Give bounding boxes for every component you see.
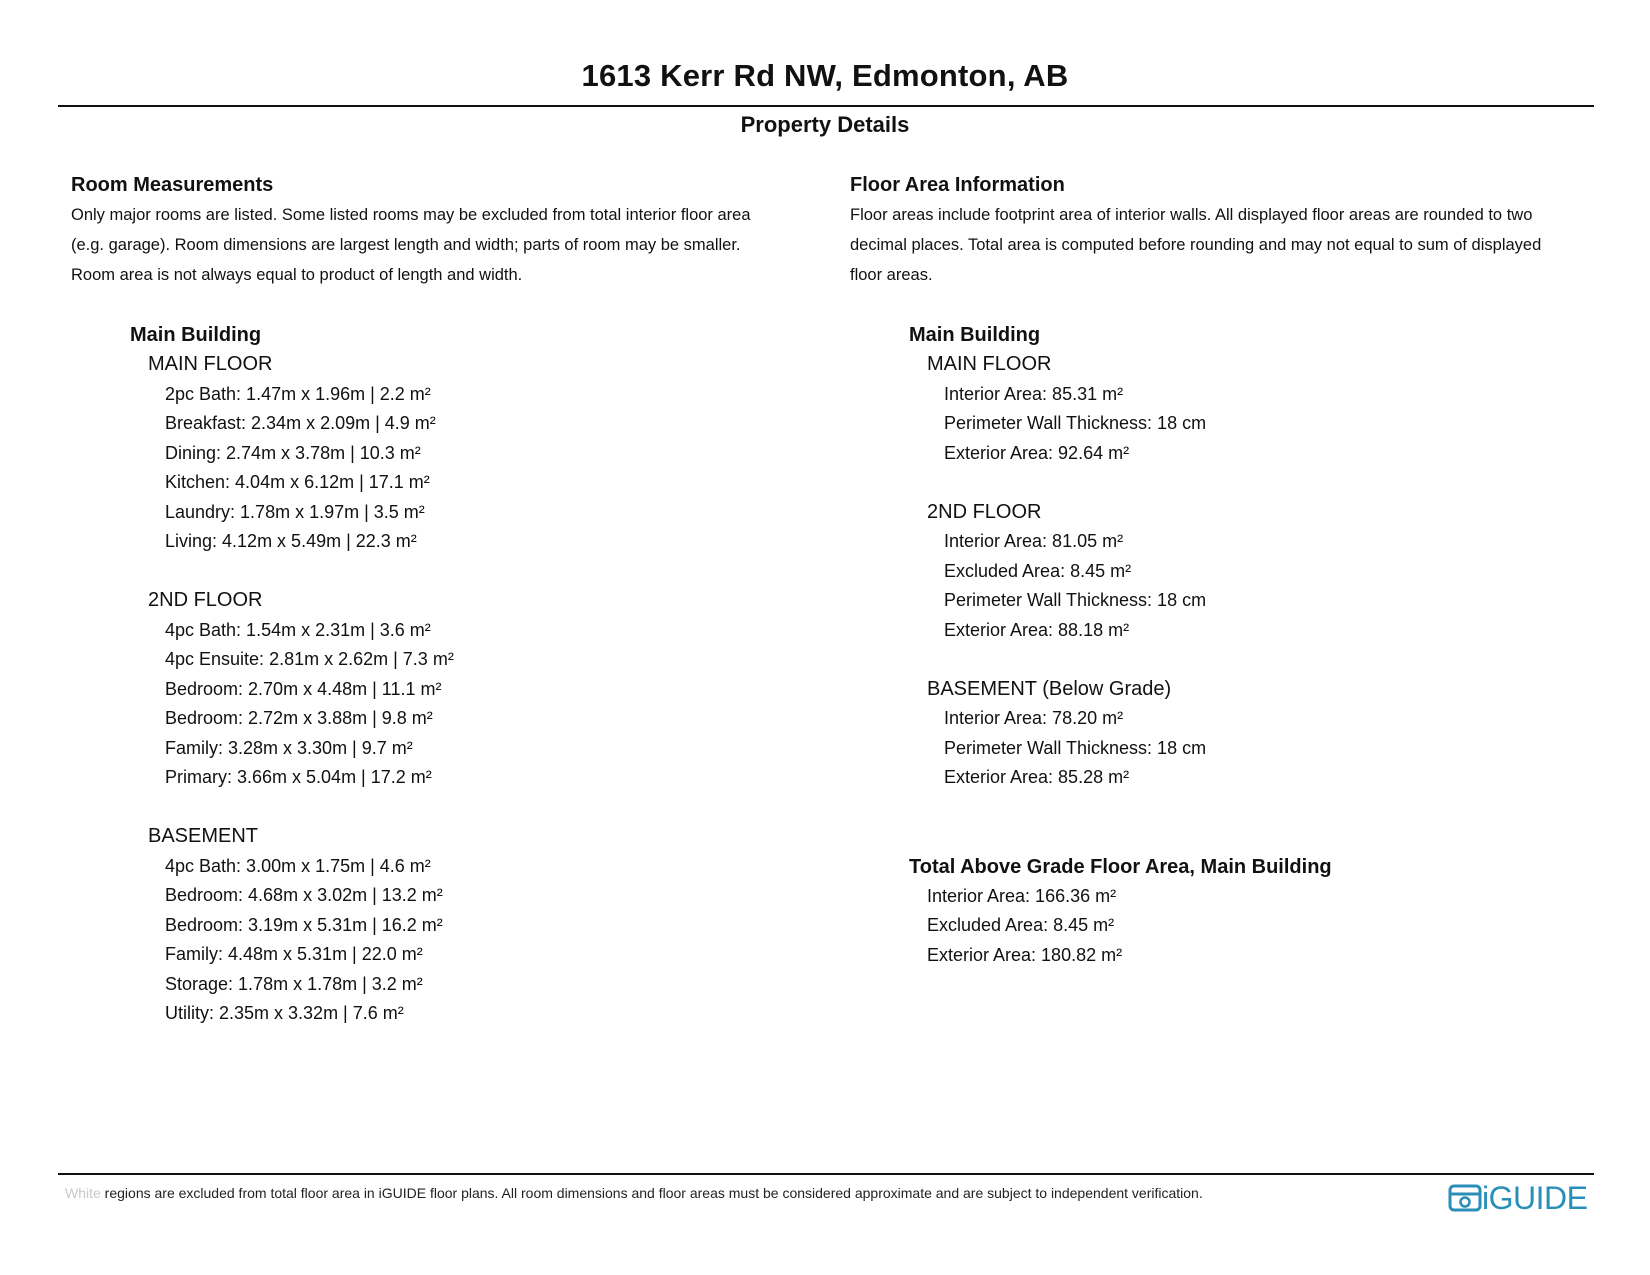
floor-area-heading: Floor Area Information <box>850 174 1065 196</box>
floor-area-description <box>850 200 1630 290</box>
iguide-logo-icon <box>1448 1183 1482 1213</box>
room-item: Family: 4.48m x 5.31m | 22.0 m² <box>165 944 423 964</box>
room-item: 4pc Ensuite: 2.81m x 2.62m | 7.3 m² <box>165 649 454 669</box>
room-measurements-section <box>71 170 851 1029</box>
room-item: Laundry: 1.78m x 1.97m | 3.5 m² <box>165 501 425 522</box>
floor-group-basement <box>71 822 851 1029</box>
room-item: Living: 4.12m x 5.49m | 22.3 m² <box>165 531 417 551</box>
total-area-item: Exterior Area: 180.82 m² <box>927 944 1123 965</box>
room-item: Bedroom: 2.72m x 3.88m | 9.8 m² <box>165 708 433 728</box>
area-group-basement <box>850 675 1630 793</box>
total-area-group <box>850 852 1630 971</box>
floor-label: 2ND FLOOR <box>927 500 1042 523</box>
building-label: Main Building <box>909 324 1041 346</box>
room-item: Bedroom: 4.68m x 3.02m | 13.2 m² <box>165 885 443 905</box>
area-item: Interior Area: 78.20 m² <box>944 708 1124 728</box>
area-item: Exterior Area: 88.18 m² <box>944 619 1130 640</box>
floor-group-main <box>71 350 851 557</box>
iguide-logo-text: iGUIDE <box>1482 1179 1588 1216</box>
floor-label: 2ND FLOOR <box>148 589 263 611</box>
total-area-heading: Total Above Grade Floor Area, Main Building <box>909 855 1332 878</box>
room-item: 4pc Bath: 3.00m x 1.75m | 4.6 m² <box>165 855 431 876</box>
building-label: Main Building <box>130 324 262 346</box>
description-line: Floor areas include footprint area of interior walls. All displayed floor areas are rounded to two <box>850 206 1533 224</box>
area-item: Perimeter Wall Thickness: 18 cm <box>944 590 1207 610</box>
room-item: Kitchen: 4.04m x 6.12m | 17.1 m² <box>165 472 430 492</box>
floor-group-2nd <box>71 586 851 793</box>
area-group-2nd <box>850 498 1630 646</box>
room-item: 4pc Bath: 1.54m x 2.31m | 3.6 m² <box>165 619 431 640</box>
floor-label: BASEMENT <box>148 825 259 847</box>
footer-disclaimer-faded: White <box>65 1185 101 1201</box>
header-divider <box>58 105 1594 107</box>
room-measurements-heading: Room Measurements <box>71 174 274 196</box>
room-item: Primary: 3.66m x 5.04m | 17.2 m² <box>165 767 432 787</box>
area-group-main <box>850 350 1630 468</box>
area-item: Exterior Area: 85.28 m² <box>944 767 1130 787</box>
footer-disclaimer <box>65 1185 1203 1201</box>
room-item: Storage: 1.78m x 1.78m | 3.2 m² <box>165 973 423 994</box>
room-item: Bedroom: 3.19m x 5.31m | 16.2 m² <box>165 914 443 935</box>
iguide-logo <box>1448 1178 1587 1218</box>
area-item: Interior Area: 85.31 m² <box>944 383 1124 404</box>
room-item: Family: 3.28m x 3.30m | 9.7 m² <box>165 737 413 758</box>
room-item: 2pc Bath: 1.47m x 1.96m | 2.2 m² <box>165 383 431 404</box>
area-item: Perimeter Wall Thickness: 18 cm <box>944 737 1207 758</box>
room-item: Bedroom: 2.70m x 4.48m | 11.1 m² <box>165 678 442 699</box>
area-item: Interior Area: 81.05 m² <box>944 531 1124 551</box>
page-title: 1613 Kerr Rd NW, Edmonton, AB <box>581 58 1069 93</box>
footer-divider <box>58 1173 1594 1175</box>
floor-label: BASEMENT (Below Grade) <box>927 677 1172 700</box>
description-line: (e.g. garage). Room dimensions are largest length and width; parts of room may be smaller. <box>71 236 741 254</box>
description-line: floor areas. <box>850 266 933 284</box>
room-item: Dining: 2.74m x 3.78m | 10.3 m² <box>165 442 421 463</box>
description-line: Only major rooms are listed. Some listed rooms may be excluded from total interior floor area <box>71 206 751 224</box>
room-item: Utility: 2.35m x 3.32m | 7.6 m² <box>165 1003 404 1023</box>
area-item: Excluded Area: 8.45 m² <box>944 560 1132 581</box>
floor-label: MAIN FLOOR <box>927 353 1052 375</box>
page-subtitle: Property Details <box>740 112 910 137</box>
floor-label: MAIN FLOOR <box>148 353 273 375</box>
floor-area-section <box>850 170 1630 970</box>
description-line: decimal places. Total area is computed before rounding and may not equal to sum of displayed <box>850 236 1542 254</box>
total-area-item: Interior Area: 166.36 m² <box>927 885 1117 906</box>
room-item: Breakfast: 2.34m x 2.09m | 4.9 m² <box>165 413 436 433</box>
area-item: Exterior Area: 92.64 m² <box>944 442 1130 463</box>
footer-disclaimer-text: regions are excluded from total floor area in iGUIDE floor plans. All room dimensions and floor areas must be considered approximate and are subject to independent verification. <box>100 1185 1203 1201</box>
area-item: Perimeter Wall Thickness: 18 cm <box>944 413 1207 433</box>
description-line: Room area is not always equal to product of length and width. <box>71 266 523 284</box>
total-area-item: Excluded Area: 8.45 m² <box>927 915 1115 935</box>
room-measurements-description <box>71 200 851 290</box>
